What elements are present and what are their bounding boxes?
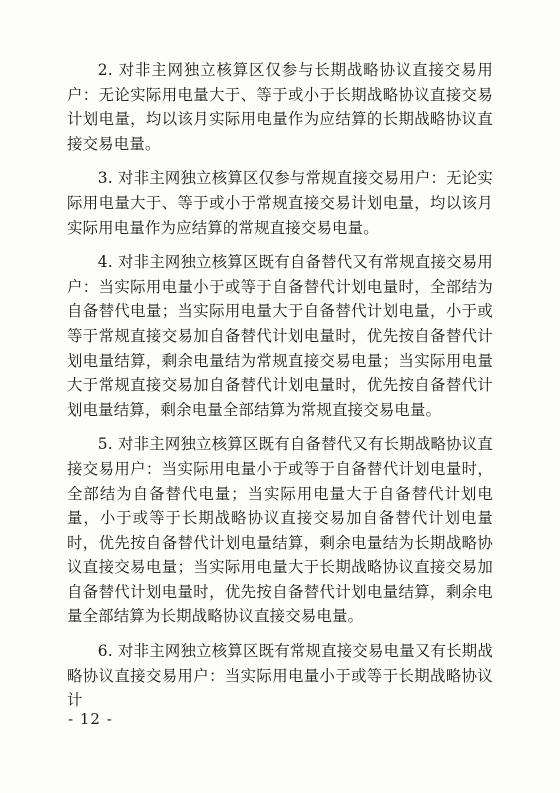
paragraph-5: 5. 对非主网独立核算区既有自备替代又有长期战略协议直接交易用户：当实际用电量小于或等于自备替代计划电量时，全部结为自备替代电量；当实际用电量大于自备替代计划电量，小于或等于长期战略协议直接交易加自备替代计划电量时，优先按自备替代计划电量结算，剩余电量结为长期战略协议直接交易电量；当实际用电量大于长期战略协议直接交易加自备替代计划电量时，优先按自备替代计划电量结算，剩余电量全部结算为长期战略协议直接交易电量。: [67, 435, 493, 626]
paragraph-3: 3. 对非主网独立核算区仅参与常规直接交易用户：无论实际用电量大于、等于或小于常规直接交易计划电量，均以该月实际用电量作为应结算的常规直接交易电量。: [67, 169, 493, 237]
paragraph-6: 6. 对非主网独立核算区既有常规直接交易电量又有长期战略协议直接交易用户：当实际用电量小于或等于长期战略协议计: [67, 642, 493, 710]
document-body: [67, 58, 493, 723]
page-number: - 12 -: [68, 710, 113, 728]
paragraph-4: 4. 对非主网独立核算区既有自备替代又有常规直接交易用户：当实际用电量小于或等于自备替代计划电量时，全部结为自备替代电量；当实际用电量大于自备替代计划电量，小于或等于常规直接交易加自备替代计划电量时，优先按自备替代计划电量结算，剩余电量结为常规直接交易电量；当实际用电量大于常规直接交易加自备替代计划电量时，优先按自备替代计划电量结算，剩余电量全部结算为常规直接交易电量。: [67, 253, 493, 419]
paragraph-2: 2. 对非主网独立核算区仅参与长期战略协议直接交易用户：无论实际用电量大于、等于或小于长期战略协议直接交易计划电量，均以该月实际用电量作为应结算的长期战略协议直接交易电量。: [67, 61, 493, 153]
